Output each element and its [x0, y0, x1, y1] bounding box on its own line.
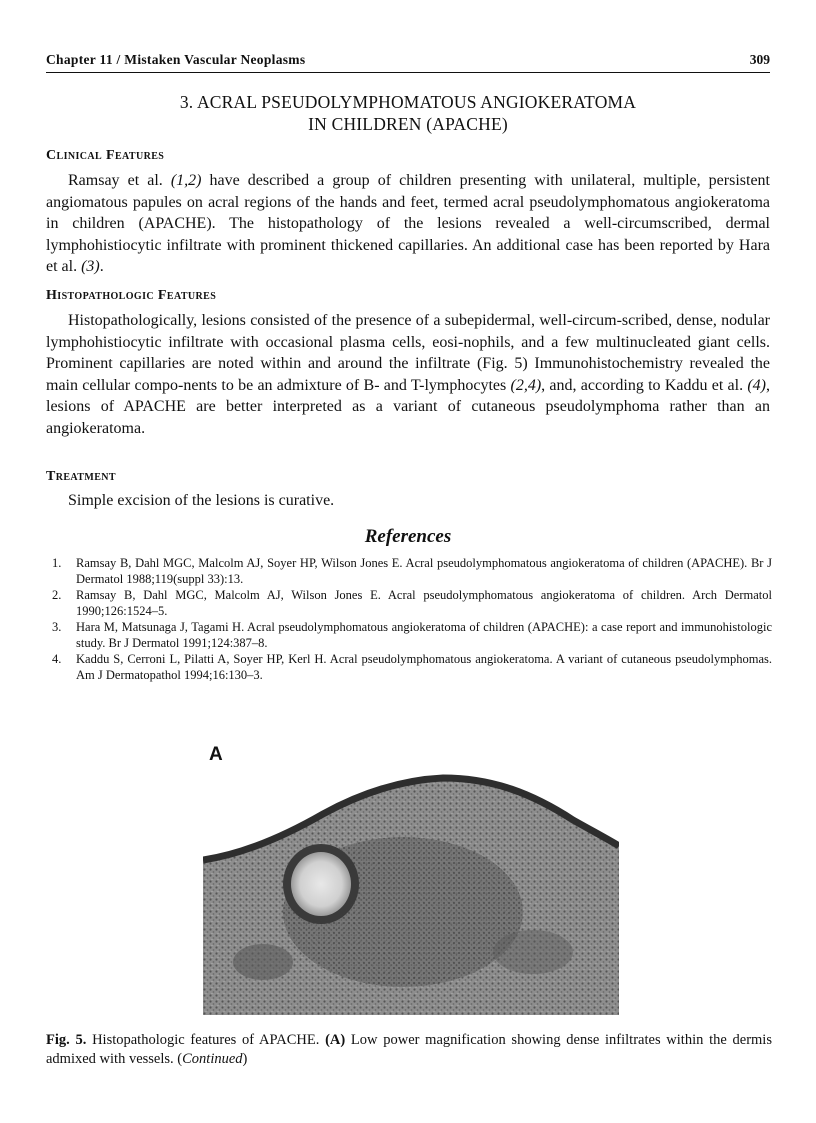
reference-item	[46, 620, 772, 651]
clinical-features-heading: Clinical Features	[46, 148, 165, 163]
text-run: have described a group of children presenting with unilateral, multiple, persistent angiomatous papules on acral regions of the hands and feet, termed acral pseudolymphomatous angiokeratoma in children (APACHE). The histopathology of the lesions revealed a well-circumscribed, dermal lymphohistiocytic infiltrate with prominent thickened capillaries. An additional case has been reported by Hara et al.	[46, 172, 771, 275]
panel-label: A	[209, 744, 223, 765]
histology-micrograph	[203, 742, 619, 1015]
citation: (3)	[81, 258, 100, 275]
vessel-lumen	[291, 852, 351, 916]
citation: (4)	[747, 376, 766, 394]
running-title: Chapter 11 / Mistaken Vascular Neoplasms	[46, 52, 306, 67]
treatment-paragraph: Simple excision of the lesions is curative.	[68, 492, 335, 509]
references-list	[46, 556, 772, 684]
reference-item	[46, 556, 772, 587]
text-run: )	[242, 1051, 248, 1067]
page-number: 309	[749, 52, 770, 67]
reference-text: Hara M, Matsunaga J, Tagami H. Acral pseudolymphomatous angiokeratoma of children (APACHE): a case report and immunohistologic study. Br J Dermatol 1991;124:387–8.	[76, 620, 772, 650]
reference-text: Ramsay B, Dahl MGC, Malcolm AJ, Soyer HP, Wilson Jones E. Acral pseudolymphomatous angiokeratoma of children (APACHE). Br J Dermatol 1988;119(suppl 33):13.	[76, 556, 772, 586]
text-run: , lesions of APACHE are better interpreted as a variant of cutaneous pseudolymphoma rather than an angiokeratoma.	[46, 376, 770, 437]
text-run: , and, according to Kaddu et al.	[541, 376, 748, 394]
reference-number: 4.	[52, 652, 62, 666]
reference-number: 3.	[52, 620, 62, 634]
section-title	[46, 91, 770, 135]
figure-caption	[46, 1031, 772, 1069]
histology-figure	[203, 742, 619, 1015]
caption-label: Fig. 5.	[46, 1032, 87, 1048]
infiltrate-focus	[493, 930, 573, 974]
infiltrate-focus	[233, 944, 293, 980]
reference-item	[46, 588, 772, 619]
histopathologic-features-paragraph	[46, 310, 770, 439]
text-run: .	[99, 258, 104, 275]
reference-text: Kaddu S, Cerroni L, Pilatti A, Soyer HP, Kerl H. Acral pseudolymphomatous angiokeratoma. A variant of cutaneous pseudolymphomas. Am J Dermatopathol 1994;16:130–3.	[76, 652, 772, 682]
reference-text: Ramsay B, Dahl MGC, Malcolm AJ, Wilson Jones E. Acral pseudolymphomatous angiokeratoma of children. Arch Dermatol 1990;126:1524–5.	[76, 588, 772, 618]
citation: (2,4)	[510, 376, 542, 394]
text-run: Histopathologic features of APACHE.	[86, 1032, 326, 1048]
reference-item	[46, 652, 772, 683]
treatment-heading: Treatment	[46, 469, 116, 484]
section-title-line-1: 3. ACRAL PSEUDOLYMPHOMATOUS ANGIOKERATOMA	[179, 92, 637, 112]
histopathologic-features-heading: Histopathologic Features	[46, 288, 217, 303]
references-heading: References	[364, 526, 452, 547]
caption-continued: Continued	[182, 1051, 243, 1067]
running-head	[46, 52, 770, 73]
text-run: Ramsay et al.	[68, 172, 171, 189]
clinical-features-paragraph	[46, 170, 770, 278]
citation: (1,2)	[170, 172, 202, 189]
section-title-line-2: IN CHILDREN (APACHE)	[308, 114, 508, 134]
reference-number: 2.	[52, 588, 62, 602]
text-run: Low power magnification showing dense infiltrates within the dermis admixed with vessels. (	[46, 1032, 772, 1067]
reference-number: 1.	[52, 556, 62, 570]
text-run: Histopathologically, lesions consisted of the presence of a subepidermal, well-circum-scribed, dense, nodular lymphohistiocytic infiltrate with occasional plasma cells, eosi-nophils, and a few multinucleated giant cells. Prominent capillaries are noted within and around the infiltrate (Fig. 5) Immunohistochemistry revealed the main cellular compo-nents to be an admixture of B- and T-lymphocytes	[46, 312, 770, 394]
caption-panel-ref: (A)	[325, 1032, 346, 1048]
